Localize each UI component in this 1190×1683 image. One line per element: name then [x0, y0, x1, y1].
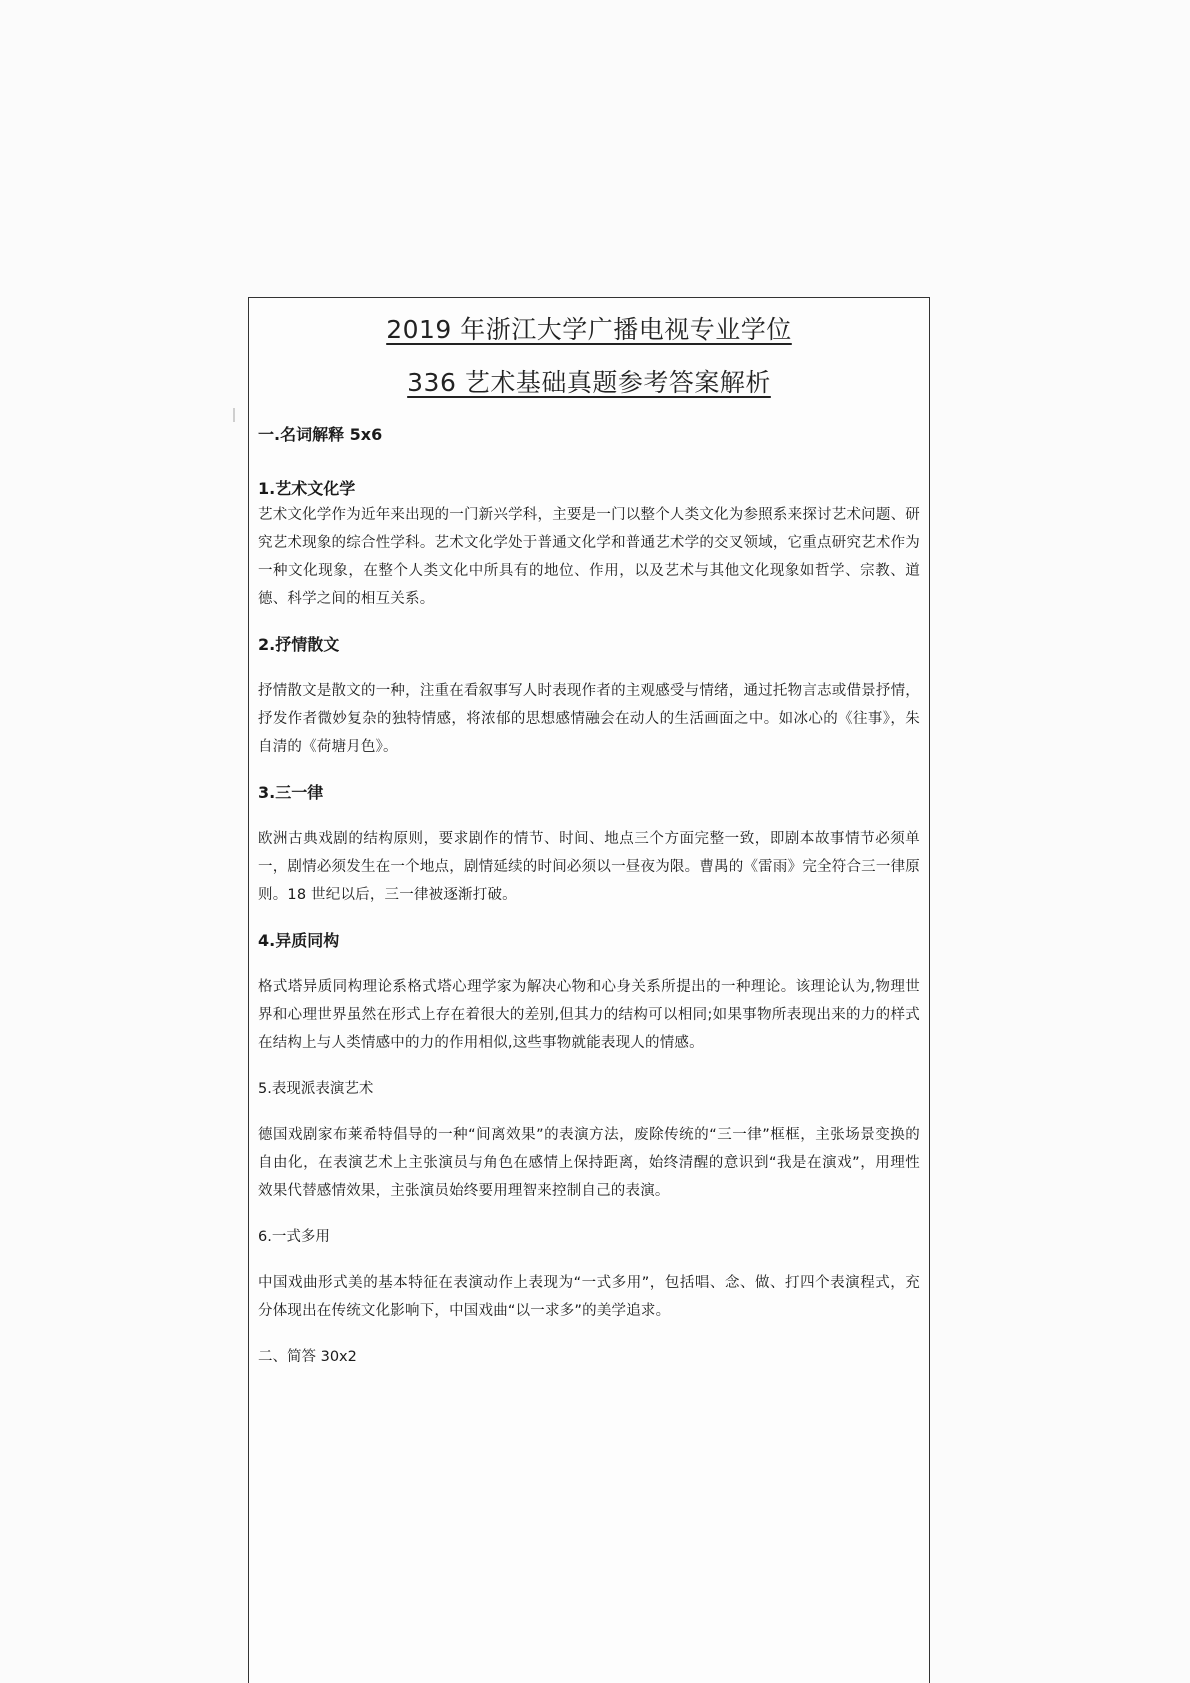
- document-content: [258, 423, 920, 1369]
- document-title-line1: 2019 年浙江大学广播电视专业学位: [386, 315, 792, 344]
- answer-sheet: [248, 297, 930, 1683]
- section2-heading: 二、简答 30x2: [258, 1349, 357, 1365]
- term-2-heading: 2.抒情散文: [258, 635, 340, 654]
- document-title-line2: 336 艺术基础真题参考答案解析: [407, 368, 771, 397]
- term-3-body: 欧洲古典戏剧的结构原则，要求剧作的情节、时间、地点三个方面完整一致，即剧本故事情节必须单一，剧情必须发生在一个地点，剧情延续的时间必须以一昼夜为限。曹禺的《雷雨》完全符合三一律原则。18 世纪以后，三一律被逐渐打破。: [258, 831, 920, 903]
- term-5-body: 德国戏剧家布莱希特倡导的一种“间离效果”的表演方法，废除传统的“三一律”框框，主张场景变换的自由化，在表演艺术上主张演员与角色在感情上保持距离，始终清醒的意识到“我是在演戏”，用理性效果代替感情效果，主张演员始终要用理智来控制自己的表演。: [258, 1127, 920, 1199]
- term-4-body: 格式塔异质同构理论系格式塔心理学家为解决心物和心身关系所提出的一种理论。该理论认为,物理世界和心理世界虽然在形式上存在着很大的差别,但其力的结构可以相同;如果事物所表现出来的力的样式在结构上与人类情感中的力的作用相似,这些事物就能表现人的情感。: [258, 979, 920, 1051]
- term-2-body: 抒情散文是散文的一种，注重在看叙事写人时表现作者的主观感受与情绪，通过托物言志或借景抒情，抒发作者微妙复杂的独特情感，将浓郁的思想感情融会在动人的生活画面之中。如冰心的《往事》，朱自清的《荷塘月色》。: [258, 683, 920, 755]
- term-1-heading: 1.艺术文化学: [258, 479, 356, 498]
- term-1-body: 艺术文化学作为近年来出现的一门新兴学科，主要是一门以整个人类文化为参照系来探讨艺术问题、研究艺术现象的综合性学科。艺术文化学处于普通文化学和普通艺术学的交叉领域，它重点研究艺术作为一种文化现象，在整个人类文化中所具有的地位、作用，以及艺术与其他文化现象如哲学、宗教、道德、科学之间的相互关系。: [258, 507, 920, 607]
- term-3-heading: 3.三一律: [258, 783, 324, 802]
- section1-heading: 一.名词解释 5x6: [258, 425, 383, 444]
- term-4-heading: 4.异质同构: [258, 931, 340, 950]
- term-6-body: 中国戏曲形式美的基本特征在表演动作上表现为“一式多用”，包括唱、念、做、打四个表演程式，充分体现出在传统文化影响下，中国戏曲“以一求多”的美学追求。: [258, 1275, 920, 1319]
- term-6-heading: 6.一式多用: [258, 1229, 330, 1245]
- scan-mark: [233, 408, 235, 422]
- term-5-heading: 5.表现派表演艺术: [258, 1081, 374, 1097]
